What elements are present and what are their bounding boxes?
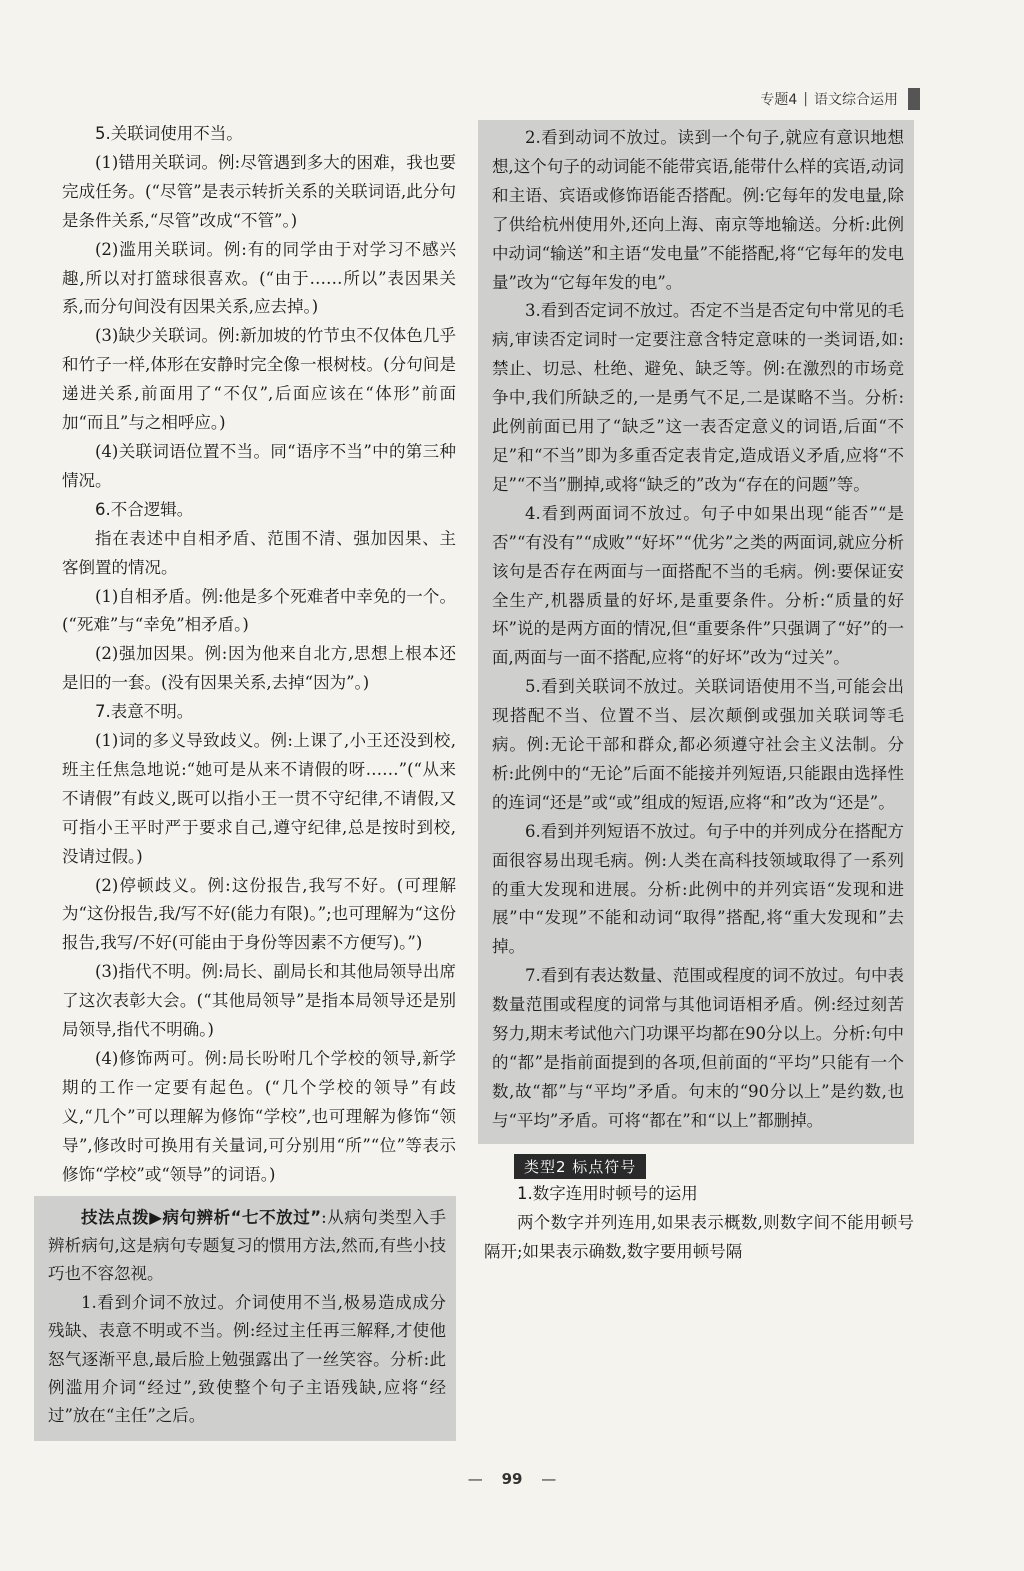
tip-item: 7.看到有表达数量、范围或程度的词不放过。句中表数量范围或程度的词常与其他词语相矛盾。例:经过刻苦努力,期末考试他六门功课平均都在90分以上。分析:句中的“都”是指前面提到的各项,但前面的“平均”只能有一个数,故“都”与“平均”矛盾。句末的“90分以上”是约数,也与“平均”矛盾。可将“都在”和“以上”都删掉。 xyxy=(492,966,904,1130)
tip-item: 5.看到关联词不放过。关联词语使用不当,可能会出现搭配不当、位置不当、层次颠倒或强加关联词等毛病。例:无论干部和群众,都必须遵守社会主义法制。分析:此例中的“无论”后面不能接并列短语,只能跟由选择性的连词“还是”或“或”组成的短语,应将“和”改为“还是”。 xyxy=(492,677,904,812)
footer-dash-left: — xyxy=(467,1470,483,1488)
left-para: (3)指代不明。例:局长、副局长和其他局领导出席了这次表彰大会。(“其他局领导”是指本局领导还是别局领导,指代不明确。) xyxy=(62,962,456,1040)
footer-dash-right: — xyxy=(541,1470,557,1488)
tip-item: 6.看到并列短语不放过。句子中的并列成分在搭配方面很容易出现毛病。例:人类在高科技领域取得了一系列的重大发现和进展。分析:此例中的并列宾语“发现和进展”中“发现”不能和动词“取得”搭配,将“重大发现和”去掉。 xyxy=(492,821,904,957)
left-para: (4)修饰两可。例:局长吩咐几个学校的领导,新学期的工作一定要有起色。(“几个学校的领导”有歧义,“几个”可以理解为修饰“学校”,也可理解为修饰“领导”,修改时可换用有关量词,可分别用“所”“位”等表示修饰“学校”或“领导”的词语。) xyxy=(62,1049,456,1184)
page-footer xyxy=(0,1470,1024,1488)
tip-title-main: 病句辨析“七不放过” xyxy=(162,1207,322,1227)
header-topic: 专题4 xyxy=(760,92,798,108)
left-para: (2)滥用关联词。例:有的同学由于对学习不感兴趣,所以对打篮球很喜欢。(“由于……所以”表因果关系,而分句间没有因果关系,应去掉。) xyxy=(62,239,456,317)
header-separator: | xyxy=(803,91,808,107)
header-section: 语文综合运用 xyxy=(814,92,898,108)
tip-item: 3.看到否定词不放过。否定不当是否定句中常见的毛病,审读否定词时一定要注意含特定意味的一类词语,如:禁止、切忌、杜绝、避免、缺乏等。例:在激烈的市场竞争中,我们所缺乏的,一是勇气不足,二是谋略不当。分析:此例前面已用了“缺乏”这一表否定意义的词语,后面“不足”和“不当”即为多重否定表肯定,造成语义矛盾,应将“不足”“不当”删掉,或将“缺乏的”改为“存在的问题”等。 xyxy=(492,301,904,494)
tip-continued-box xyxy=(478,120,914,1144)
left-para: 5.关联词使用不当。 xyxy=(95,124,243,143)
tip-item: 4.看到两面词不放过。句子中如果出现“能否”“是否”“有没有”“成败”“好坏”“优劣”之类的两面词,就应分析该句是否存在两面与一面搭配不当的毛病。例:要保证安全生产,机器质量的好坏,是重要条件。分析:“质量的好坏”说的是两方面的情况,但“重要条件”只强调了“好”的一面,两面与一面不搭配,应将“的好坏”改为“过关”。 xyxy=(492,503,904,668)
left-para: 指在表述中自相矛盾、范围不清、强加因果、主客倒置的情况。 xyxy=(62,528,456,577)
technique-tip-box xyxy=(34,1196,456,1441)
tip-item: 2.看到动词不放过。读到一个句子,就应有意识地想想,这个句子的动词能不能带宾语,能带什么样的宾语,动词和主语、宾语或修饰语能否搭配。例:它每年的发电量,除了供给杭州使用外,还向上海、南京等地输送。分析:此例中动词“输送”和主语“发电量”不能搭配,将“它每年的发电量”改为“它每年发的电”。 xyxy=(492,128,904,292)
left-para: (2)停顿歧义。例:这份报告,我写不好。(可理解为“这份报告,我/写不好(能力有限)。”;也可理解为“这份报告,我写/不好(可能由于身份等因素不方便写)。”) xyxy=(62,875,456,953)
running-header xyxy=(760,88,920,110)
tip-intro-text: :从病句类型入手辨析病句,这是病句专题复习的惯用方法,然而,有些小技巧也不容忽视。 xyxy=(48,1207,446,1284)
left-para: 6.不合逻辑。 xyxy=(95,499,194,519)
tip-intro xyxy=(48,1204,446,1289)
body-para: 两个数字并列连用,如果表示概数,则数字间不能用顿号隔开;如果表示确数,数字要用顿号隔 xyxy=(484,1212,914,1261)
tip-title-label: 技法点拨 xyxy=(81,1207,150,1227)
header-tab-marker xyxy=(908,88,920,110)
left-para: (4)关联词语位置不当。同“语序不当”中的第三种情况。 xyxy=(62,441,456,490)
left-para: (2)强加因果。例:因为他来自北方,思想上根本还是旧的一套。(没有因果关系,去掉“因为”。) xyxy=(62,644,456,693)
right-column xyxy=(484,120,914,1266)
triangle-arrow-icon: ▶ xyxy=(149,1207,163,1227)
page-number: 99 xyxy=(501,1470,523,1488)
section-tag: 类型2 标点符号 xyxy=(514,1154,646,1179)
sub-heading: 1.数字连用时顿号的运用 xyxy=(517,1183,698,1203)
left-para: 7.表意不明。 xyxy=(95,702,194,722)
left-para: (3)缺少关联词。例:新加坡的竹节虫不仅体色几乎和竹子一样,体形在安静时完全像一根树枝。(分句间是递进关系,前面用了“不仅”,后面应该在“体形”前面加“而且”与之相呼应。) xyxy=(62,326,456,433)
left-para: (1)词的多义导致歧义。例:上课了,小王还没到校,班主任焦急地说:“她可是从来不请假的呀……”(“从来不请假”有歧义,既可以指小王一贯不守纪律,不请假,又可指小王平时严于要求自己,遵守纪律,总是按时到校,没请过假。) xyxy=(62,731,456,866)
left-para: (1)自相矛盾。例:他是多个死难者中幸免的一个。(“死难”与“幸免”相矛盾。) xyxy=(62,586,456,635)
tip-item: 1.看到介词不放过。介词使用不当,极易造成成分残缺、表意不明或不当。例:经过主任再三解释,才使他怒气逐渐平息,最后脸上勉强露出了一丝笑容。分析:此例滥用介词“经过”,致使整个句子主语残缺,应将“经过”放在“主任”之后。 xyxy=(48,1292,446,1426)
punctuation-section xyxy=(484,1144,914,1266)
left-column xyxy=(48,120,456,1441)
left-para: (1)错用关联词。例:尽管遇到多大的困难，我也要完成任务。(“尽管”是表示转折关系的关联词语,此分句是条件关系,“尽管”改成“不管”。) xyxy=(62,152,456,230)
